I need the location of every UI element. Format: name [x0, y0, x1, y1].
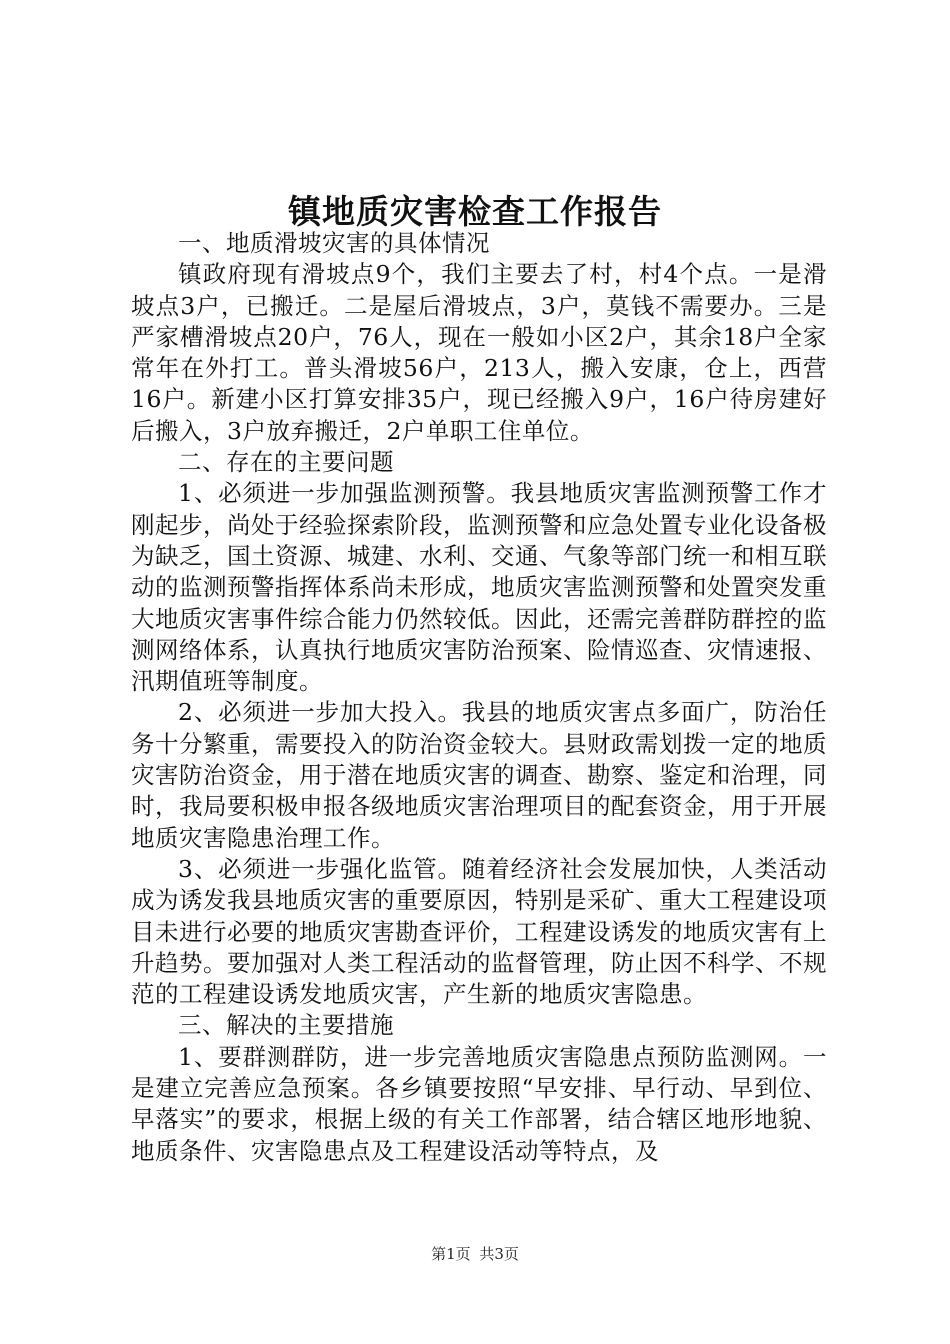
section-heading-1: 一、地质滑坡灾害的具体情况 [178, 229, 490, 257]
section-heading-3: 三、解决的主要措施 [178, 1011, 394, 1040]
document-title: 镇地质灾害检查工作报告 [288, 192, 662, 231]
document-body [131, 228, 827, 1167]
page-number: 第1页 [431, 1245, 471, 1263]
paragraph-problem-2: 2、必须进一步加大投入。我县的地质灾害点多面广，防治任务十分繁重，需要投入的防治资金较大。县财政需划拨一定的地质灾害防治资金，用于潜在地质灾害的调查、勘察、鉴定和治理，同时，我局要积极申报各级地质灾害治理项目的配套资金，用于开展地质灾害隐患治理工作。 [131, 698, 827, 852]
section-heading-2: 二、存在的主要问题 [178, 448, 394, 477]
paragraph-measure-1: 1、要群测群防，进一步完善地质灾害隐患点预防监测网。一是建立完善应急预案。各乡镇要按照“早安排、早行动、早到位、早落实”的要求，根据上级的有关工作部署，结合辖区地形地貌、地质条件、灾害隐患点及工程建设活动等特点，及 [131, 1042, 827, 1165]
paragraph-problem-3: 3、必须进一步强化监管。随着经济社会发展加快，人类活动成为诱发我县地质灾害的重要原因，特别是采矿、重大工程建设项目未进行必要的地质灾害勘查评价，工程建设诱发的地质灾害有上升趋势。要加强对人类工程活动的监督管理，防止因不科学、不规范的工程建设诱发地质灾害，产生新的地质灾害隐患。 [131, 854, 827, 1009]
page-total: 共3页 [479, 1245, 519, 1263]
paragraph-landslide-details: 镇政府现有滑坡点9个，我们主要去了村，村4个点。一是滑坡点3户，已搬迁。二是屋后滑坡点，3户，莫钱不需要办。三是严家槽滑坡点20户，76人，现在一般如小区2户，其余18户全家常年在外打工。普头滑坡56户，213人，搬入安康，仓上，西营16户。新建小区打算安排35户，现已经搬入9户，16户待房建好后搬入，3户放弃搬迁，2户单职工住单位。 [131, 260, 827, 445]
page-footer [0, 1243, 950, 1264]
paragraph-problem-1: 1、必须进一步加强监测预警。我县地质灾害监测预警工作才刚起步，尚处于经验探索阶段，监测预警和应急处置专业化设备极为缺乏，国土资源、城建、水利、交通、气象等部门统一和相互联动的监测预警指挥体系尚未形成，地质灾害监测预警和处置突发重大地质灾害事件综合能力仍然较低。因此，还需完善群防群控的监测网络体系，认真执行地质灾害防治预案、险情巡查、灾情速报、汛期值班等制度。 [131, 479, 827, 696]
